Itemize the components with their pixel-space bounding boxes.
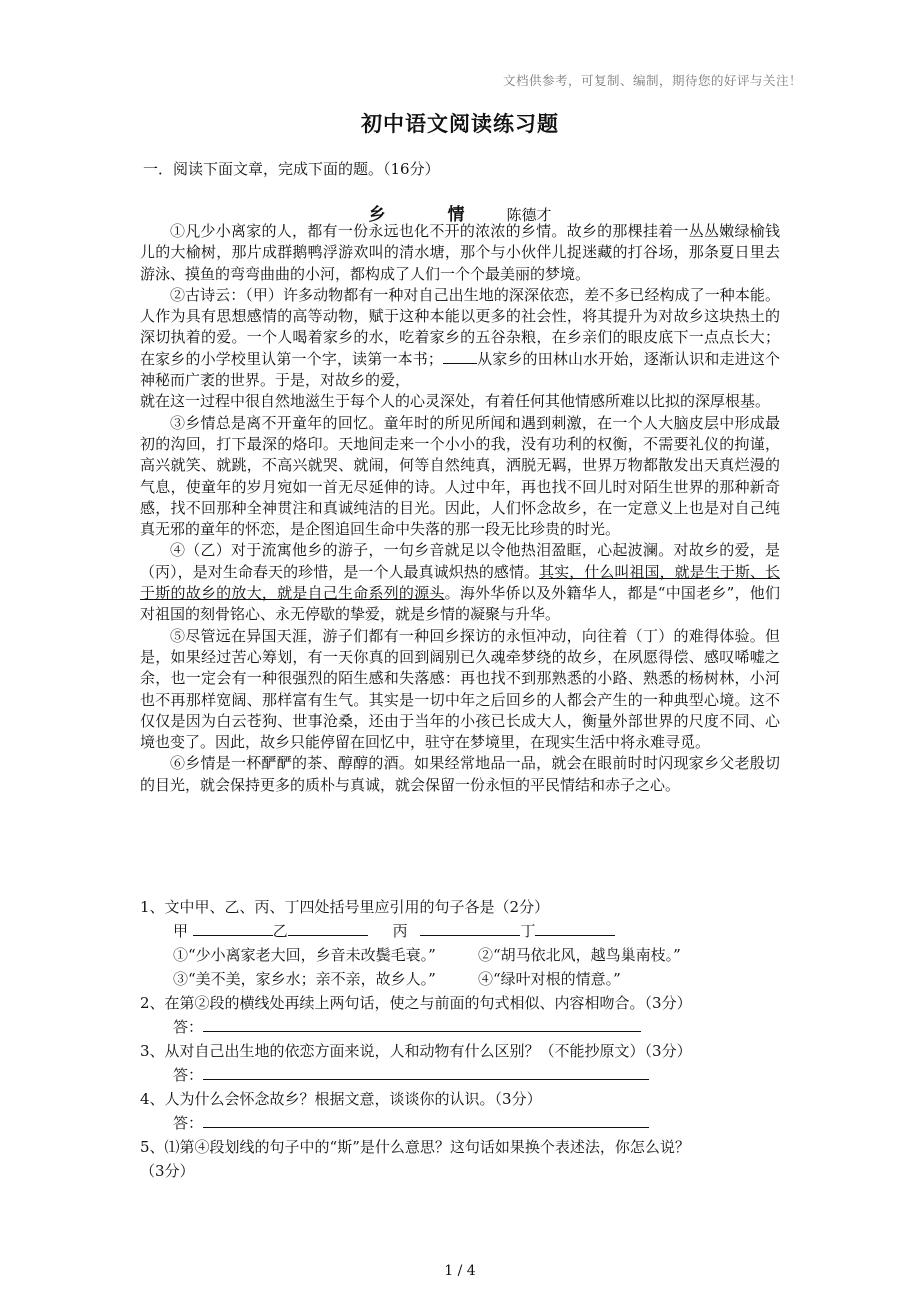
paragraph-2-part-a: ②古诗云：（甲）许多动物都有一种对自己出生地的深深依恋，差不多已经构成了一种本能。人作为具有思想感情的高等动物，赋于这种本能以更多的社会性，将其提升为对故乡这块热土的深切执着的爱。一个人喝着家乡的水，吃着家乡的五谷杂粮，在乡亲们的眼皮底下一点点长大；在家乡的小学校里认第一个字，读第一本书；	[140, 285, 780, 368]
answer-line-bing[interactable]	[420, 919, 520, 936]
paragraph-1: ①凡少小离家的人，都有一份永远也化不开的浓浓的乡情。故乡的那棵挂着一丛丛嫩绿榆钱儿的大榆树，那片成群鹅鸭浮游欢叫的清水塘，那个与小伙伴儿捉迷藏的打谷场，那条夏日里去游泳、摸鱼的弯弯曲曲的小河，都构成了人们一个个最美丽的梦境。	[140, 222, 780, 283]
paragraph-2-continued: 就在这一过程中很自然地滋生于每个人的心灵深处，有着任何其他情感所难以比拟的深厚根基。	[140, 392, 771, 411]
page-title: 初中语文阅读练习题	[361, 112, 559, 136]
article-body	[140, 221, 780, 796]
answer-line-yi[interactable]	[288, 919, 368, 936]
question-5: 5、⑴第④段划线的句子中的“斯”是什么意思？这句话如果换个表述法，你怎么说？	[140, 1138, 690, 1156]
section-heading: 一．阅读下面文章，完成下面的题。（16分）	[143, 160, 440, 178]
question-1-options-b	[140, 967, 790, 991]
questions	[140, 895, 790, 1183]
label-yi: 乙	[272, 922, 288, 940]
article-title: 乡 情	[368, 205, 493, 225]
answer-label: 答：	[173, 1114, 204, 1132]
question-1: 1、文中甲、乙、丙、丁四处括号里应引用的句子各是（2分）	[140, 898, 550, 916]
paragraph-3: ③乡情总是离不开童年的回忆。童年时的所见所闻和遇到刺激，在一个人大脑皮层中形成最初的沟回，打下最深的烙印。天地间走来一个小小的我，没有功利的权衡，不需要礼仪的拘谨，高兴就笑、就跳，不高兴就哭、就闹，何等自然纯真，洒脱无羁，世界万物都散发出天真烂漫的气息，使童年的岁月宛如一首无尽延伸的诗。人过中年，再也找不回儿时对陌生世界的那种新奇感，找不回那种全神贯注和真诚纯洁的目光。因此，人们怀念故乡，在一定意义上也是对自己纯真无邪的童年的怀恋，是企图追回生命中失落的那一段无比珍贵的时光。	[140, 413, 780, 539]
paragraph-6: ⑥乡情是一杯酽酽的茶、醇醇的酒。如果经常地品一品，就会在眼前时时闪现家乡父老殷切的目光，就会保持更多的质朴与真诚，就会保留一份永恒的平民情结和赤子之心。	[140, 754, 780, 794]
article-author: 陈德才	[506, 206, 552, 224]
label-bing: 丙	[392, 922, 408, 940]
answer-line-ding[interactable]	[535, 919, 615, 936]
answer-row-2	[140, 1015, 790, 1039]
question-1-blanks	[140, 919, 790, 943]
paragraph-5: ⑤尽管远在异国天涯，游子们都有一种回乡探访的永恒冲动，向往着（丁）的难得体验。但是，如果经过苦心筹划，有一天你真的回到阔别已久魂牵梦绕的故乡，在夙愿得偿、感叹唏嘘之余，也一定会有一种很强烈的陌生感和失落感：再也找不到那熟悉的小路、熟悉的杨树林，小河也不再那样宽阔、那样富有生气。其实是一切中年之后回乡的人都会产生的一种典型心境。这不仅仅是因为白云苍狗、世事沧桑，还由于当年的小孩已长成大人，衡量外部世界的尺度不同、心境也变了。因此，故乡只能停留在回忆中，驻守在梦境里，在现实生活中将永难寻觅。	[140, 626, 780, 752]
question-5-points: （3分）	[140, 1162, 195, 1180]
answer-label: 答：	[173, 1018, 204, 1036]
paragraph-4	[140, 540, 780, 625]
answer-line-2[interactable]	[203, 1015, 641, 1032]
label-jia: 甲	[173, 922, 189, 940]
option-4: ④“绿叶对根的情意。”	[478, 970, 621, 988]
question-1-options-a	[140, 943, 790, 967]
question-3: 3、从对自己出生地的依恋方面来说，人和动物有什么区别？（不能抄原文）（3分）	[140, 1042, 692, 1060]
answer-label: 答：	[173, 1066, 204, 1084]
paragraph-2	[140, 285, 780, 391]
answer-line-4[interactable]	[203, 1111, 649, 1128]
option-3: ③“美不美，家乡水；亲不亲，故乡人。”	[173, 970, 436, 988]
option-1: ①“少小离家老大回，乡音未改鬓毛衰。”	[173, 946, 436, 964]
paragraph-4-part-b: 。海外华侨以及外籍华人，都是“中国老乡”，他们对祖国的刻骨铭心、永无停歇的挚爱，就是乡情的凝聚与升华。	[140, 584, 780, 624]
label-ding: 丁	[520, 922, 536, 940]
fill-blank	[443, 349, 477, 364]
header-note: 文档供参考，可复制、编制，期待您的好评与关注！	[502, 73, 802, 88]
answer-row-3	[140, 1063, 790, 1087]
answer-line-3[interactable]	[203, 1063, 649, 1080]
answer-row-4	[140, 1111, 790, 1135]
option-2: ②“胡马依北风，越鸟巢南枝。”	[478, 946, 681, 964]
answer-line-jia[interactable]	[193, 919, 273, 936]
paragraph-4-part-a: ④（乙）对于流寓他乡的游子，一句乡音就足以令他热泪盈眶，心起波澜。对故乡的爱，是（丙），是对生命春天的珍惜，是一个人最真诚炽热的感情。	[140, 541, 780, 581]
question-4: 4、人为什么会怀念故乡？根据文意，谈谈你的认识。（3分）	[140, 1090, 542, 1108]
paragraph-2-part-b: 从家乡的田林山水开始，逐渐认识和走进这个神秘而广袤的世界。于是，对故乡的爱，	[140, 349, 780, 390]
underlined-sentence: 其实，什么叫祖国，就是生于斯、长于斯的故乡的放大，就是自己生命系列的源头	[140, 562, 780, 603]
page-number: 1 / 4	[444, 1263, 476, 1279]
question-2: 2、在第②段的横线处再续上两句话，使之与前面的句式相似、内容相吻合。（3分）	[140, 994, 692, 1012]
